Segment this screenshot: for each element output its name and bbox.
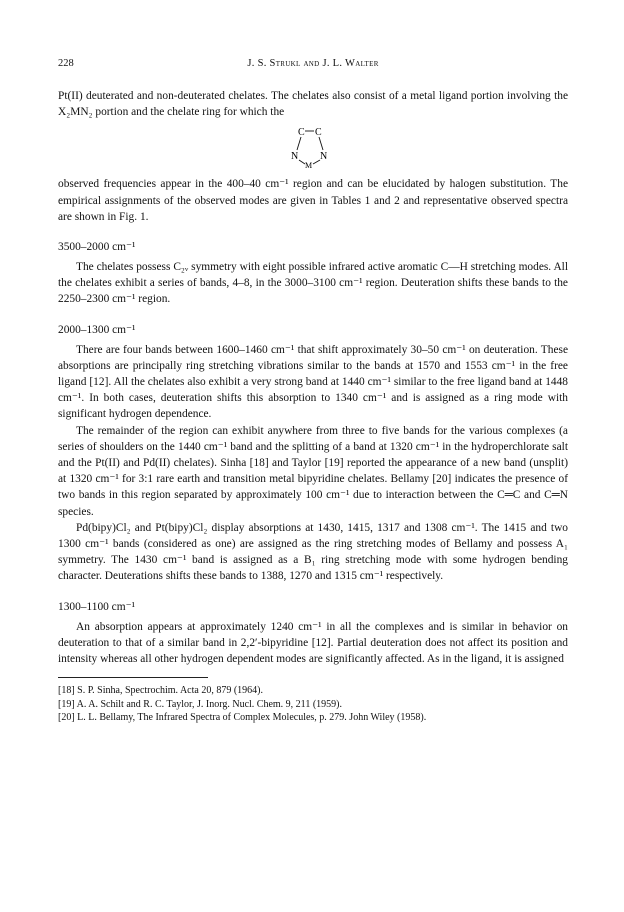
- paragraph-1240-band: An absorption appears at approximately 1240 cm⁻¹ in all the complexes and is similar in behavior on deuteration to that of a similar band in 2,2′-bipyridine [12]. Partial deuteration does not affect its position and intensity whereas all other hydrogen dependent modes are significantly affected. As in the ligand, it is assigned: [58, 620, 568, 666]
- paragraph-remainder-region: The remainder of the region can exhibit anywhere from three to five bands for the various complexes (a series of shoulders on the 1440 cm⁻¹ band and the splitting of a band at 1320 cm⁻¹ in the hydroperchlorate salt and the Pt(II) and Pd(II) chelates). Sinha [18] and Taylor [19] reported the appearance of a new band (unsplit) at 1320 cm⁻¹ for 3:1 rare earth and transition metal bipyridine chelates. Bellamy [20] indicates the presence of two bands in this region separated by approximately 100 cm⁻¹ due to interaction between the C═C and C═N species.: [58, 424, 568, 518]
- chelate-ring-diagram: [58, 124, 568, 172]
- page-number: 228: [58, 58, 74, 69]
- footnote-18: [18] S. P. Sinha, Spectrochim. Acta 20, 879 (1964).: [58, 685, 263, 697]
- section-heading-1300-1100: 1300–1100 cm⁻¹: [58, 600, 136, 613]
- after-diagram-paragraph: observed frequencies appear in the 400–40 cm⁻¹ region and can be elucidated by halogen substitution. The empirical assignments of the observed modes are given in Tables 1 and 2 and representative observed spectra are shown in Fig. 1.: [58, 178, 568, 223]
- footnote-19: [19] A. A. Schilt and R. C. Taylor, J. Inorg. Nucl. Chem. 9, 211 (1959).: [58, 698, 342, 710]
- atom-m: M: [305, 161, 313, 171]
- section-heading-3500-2000: 3500–2000 cm⁻¹: [58, 241, 136, 254]
- page: [58, 58, 568, 725]
- atom-n1: N: [291, 151, 299, 163]
- paragraph-ch-stretching: The chelates possess C₂ᵥ symmetry with eight possible infrared active aromatic C—H stretching modes. All the chelates exhibit a series of bands, 4–8, in the 3000–3100 cm⁻¹ region. Deuteration shifts these bands to the 2250–2300 cm⁻¹ region.: [58, 261, 568, 306]
- paragraph-pd-pt-absorptions: Pd(bipy)Cl₂ and Pt(bipy)Cl₂ display absorptions at 1430, 1415, 1317 and 1308 cm⁻¹. The 1415 and two 1300 cm⁻¹ bands (considered as one) are assigned as the ring stretching modes of Bellamy and possess A₁ symmetry. The 1430 cm⁻¹ band is assigned as a B₁ ring stretching mode with some hydrogen bending character. Deuterations shifts these bands to 1388, 1270 and 1315 cm⁻¹ respectively.: [58, 521, 568, 583]
- atom-c1: C: [298, 127, 305, 139]
- running-head: J. S. Strukl and J. L. Walter: [247, 58, 379, 69]
- atom-n2: N: [320, 151, 328, 163]
- chelate-ring-structure: [284, 124, 344, 172]
- paragraph-ring-stretching: There are four bands between 1600–1460 cm⁻¹ that shift approximately 30–50 cm⁻¹ on deuteration. These absorptions are principally ring stretching vibrations similar to the bands at 1570 and 1553 cm⁻¹ in the free ligand [12]. All the chelates also exhibit a very strong band at 1440 cm⁻¹ similar to the free ligand band at 1448 cm⁻¹. In both cases, deuteration shifts this absorption to 1340 cm⁻¹ and is assigned as a ring mode with significant hydrogen dependence.: [58, 343, 568, 421]
- footnote-rule: [58, 677, 208, 678]
- intro-paragraph: Pt(II) deuterated and non-deuterated chelates. The chelates also consist of a metal ligand portion involving the X₂MN₂ portion and the chelate ring for which the: [58, 90, 568, 119]
- atom-c2: C: [315, 127, 322, 139]
- footnote-20: [20] L. L. Bellamy, The Infrared Spectra of Complex Molecules, p. 279. John Wiley (1958).: [58, 712, 427, 724]
- page-header: [58, 58, 568, 74]
- section-heading-2000-1300: 2000–1300 cm⁻¹: [58, 323, 136, 336]
